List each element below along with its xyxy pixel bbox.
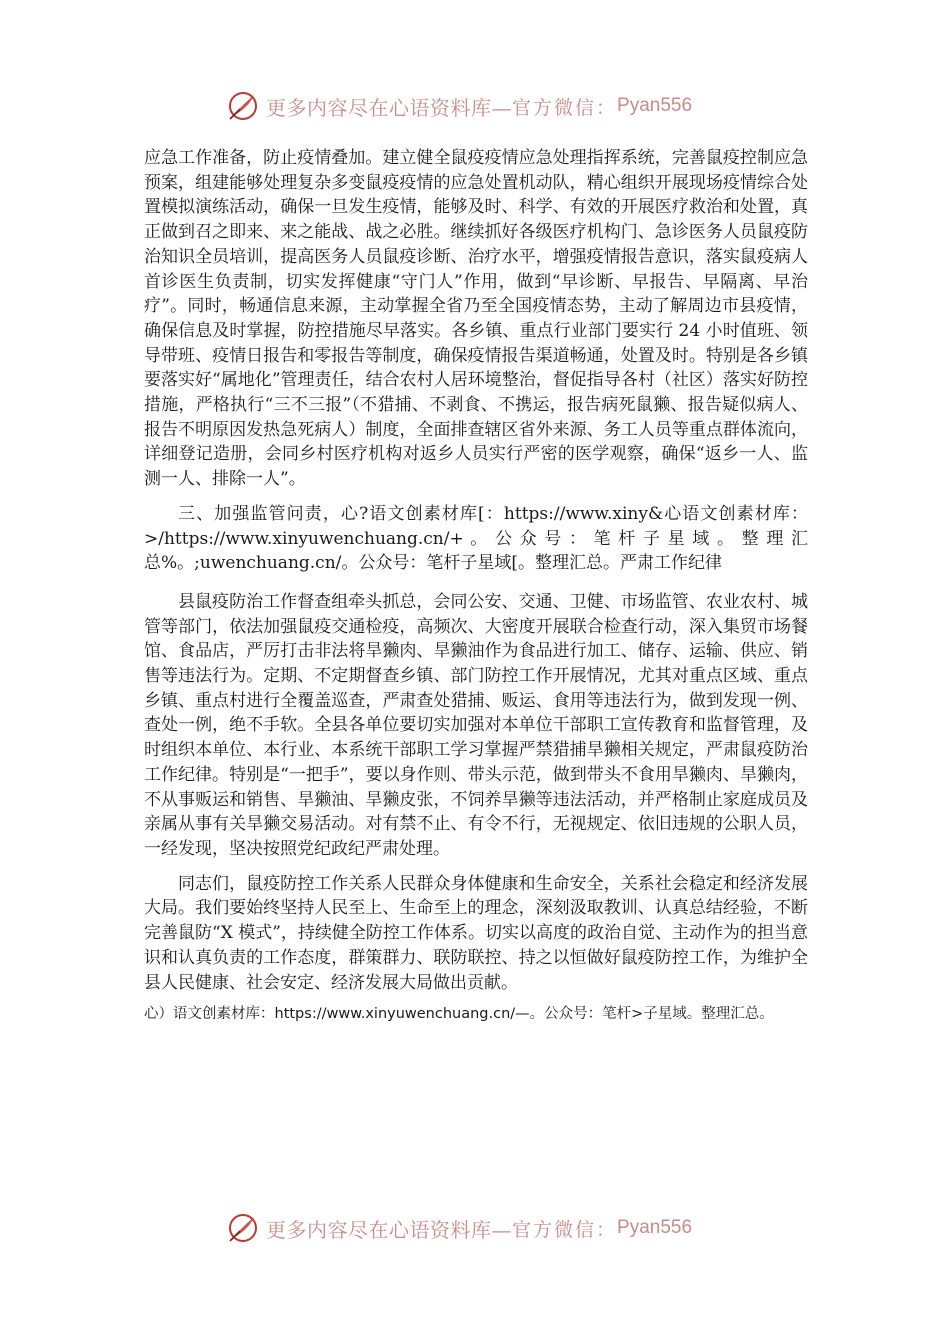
paragraph-emergency-preparation: 应急工作准备，防止疫情叠加。建立健全鼠疫疫情应急处理指挥系统，完善鼠疫控制应急预案，组建能够处理复杂多变鼠疫疫情的应急处置机动队，精心组织开展现场疫情综合处置模拟演练活动，确保一旦发生疫情，能够及时、科学、有效的开展医疗救治和处置，真正做到召之即来、来之能战、战之必胜。继续抓好各级医疗机构门、急诊医务人员鼠疫防治知识全员培训，提高医务人员鼠疫诊断、治疗水平，增强疫情报告意识，落实鼠疫病人首诊医生负责制，切实发挥健康“守门人”作用，做到“早诊断、早报告、早隔离、早治疗”。同时，畅通信息来源，主动掌握全省乃至全国疫情态势，主动了解周边市县疫情，确保信息及时掌握，防控措施尽早落实。各乡镇、重点行业部门要实行 24 小时值班、领导带班、疫情日报告和零报告等制度，确保疫情报告渠道畅通，处置及时。特别是各乡镇要落实好“属地化”管理责任，结合农村人居环境整治，督促指导各村（社区）落实好防控措施，严格执行“三不三报”（不猎捕、不剥食、不携运，报告病死鼠獭、报告疑似病人、报告不明原因发热急死病人）制度，全面排查辖区省外来源、务工人员等重点群体流向，详细登记造册，会同乡村医疗机构对返乡人员实行严密的医学观察，确保“返乡一人、监测一人、排除一人”。 (144, 148, 808, 490)
banner-wechat-id: Pyan556 (617, 1217, 693, 1238)
banner-wechat-label: 官方微信： (512, 96, 618, 119)
feather-pen-logo-icon (226, 89, 260, 123)
header-watermark-banner (226, 86, 692, 126)
footer-source-note: 心）语文创素材库：https://www.xinyuwenchuang.cn/—。公众号：笔杆>子星域。整理汇总。 (144, 1006, 774, 1023)
document-body (144, 146, 808, 1025)
section-heading-supervision: 三、加强监管问责，心?语文创素材库[：https://www.xiny&心语文创素材库：>/https://www.xinyuwenchuang.cn/+ 。 公 众 号 ： 笔 杆 子 星 域 。 整 理 汇 总%。;uwenchuang.cn/。公众号：笔杆子星域[。整理汇总。严肃工作纪律 (144, 503, 808, 574)
footer-watermark-banner (226, 1208, 692, 1248)
banner-text: 更多内容尽在心语资料库— (266, 95, 512, 120)
paragraph-conclusion: 同志们，鼠疫防控工作关系人民群众身体健康和生命安全，关系社会稳定和经济发展大局。我们要始终坚持人民至上、生命至上的理念，深刻汲取教训、认真总结经验，不断完善鼠防“X 模式”，持续健全防控工作体系。切实以高度的政治自觉、主动作为的担当意识和认真负责的工作态度，群策群力、联防联控、持之以恒做好鼠疫防控工作，为维护全县人民健康、社会安定、经济发展大局做出贡献。 (144, 873, 808, 993)
banner-wechat-label: 官方微信： (512, 1218, 618, 1241)
banner-wechat-id: Pyan556 (617, 95, 693, 116)
banner-text: 更多内容尽在心语资料库— (266, 1217, 512, 1242)
feather-pen-logo-icon (226, 1211, 260, 1245)
paragraph-inspection: 县鼠疫防治工作督查组牵头抓总，会同公安、交通、卫健、市场监管、农业农村、城管等部门，依法加强鼠疫交通检疫，高频次、大密度开展联合检查行动，深入集贸市场餐馆、食品店，严厉打击非法将旱獭肉、旱獭油作为食品进行加工、储存、运输、供应、销售等违法行为。定期、不定期督查乡镇、部门防控工作开展情况，尤其对重点区域、重点乡镇、重点村进行全覆盖巡查，严肃查处猎捕、贩运、食用等违法行为，做到发现一例、查处一例，绝不手软。全县各单位要切实加强对本单位干部职工宣传教育和监督管理，及时组织本单位、本行业、本系统干部职工学习掌握严禁猎捕旱獭相关规定，严肃鼠疫防治工作纪律。特别是“一把手”，要以身作则、带头示范，做到带头不食用旱獭肉、旱獭肉，不从事贩运和销售、旱獭油、旱獭皮张，不饲养旱獭等违法活动，并严格制止家庭成员及亲属从事有关旱獭交易活动。对有禁不止、有令不行，无视规定、依旧违规的公职人员，一经发现，坚决按照党纪政纪严肃处理。 (144, 591, 808, 859)
